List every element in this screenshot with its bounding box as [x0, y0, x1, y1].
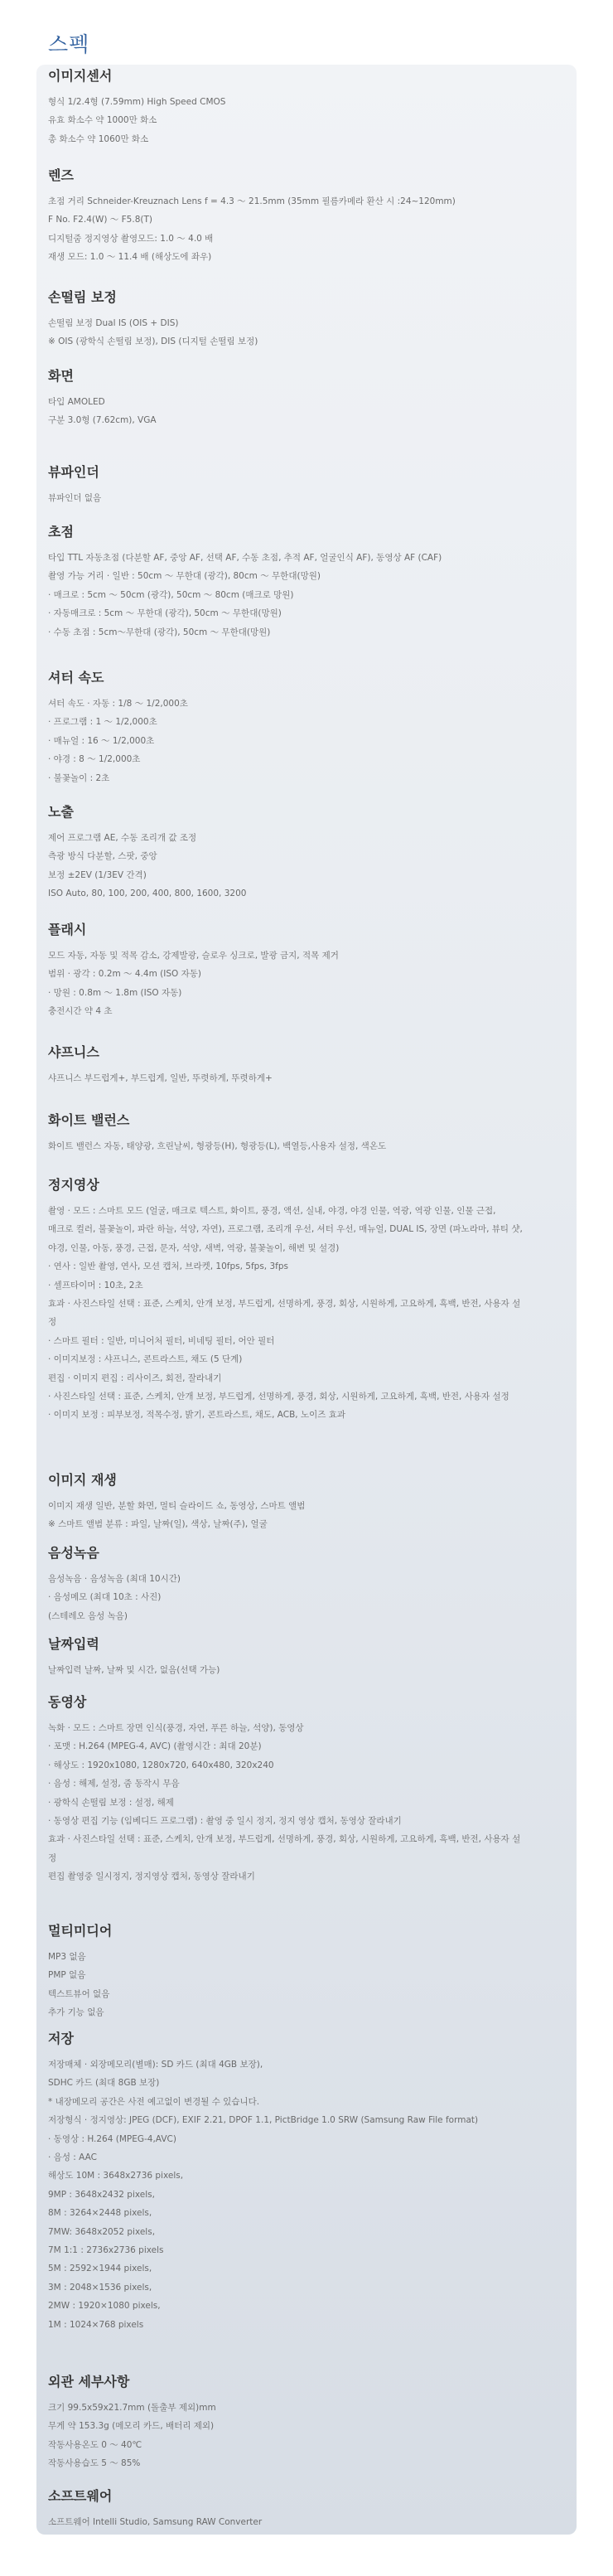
spec-line: 재생 모드: 1.0 ～ 11.4 배 (해상도에 좌우)	[48, 252, 212, 263]
spec-line: 형식 1/2.4형 (7.59mm) High Speed CMOS	[48, 97, 226, 107]
spec-line: · 음성 : AAC	[48, 2152, 97, 2163]
spec-line: 측광 방식 다분할, 스팟, 중앙	[48, 851, 157, 862]
spec-section	[48, 2031, 570, 2334]
spec-section	[48, 922, 570, 1021]
spec-line: 텍스트뷰어 없음	[48, 1988, 110, 1999]
spec-line: 크기 99.5x59x21.7mm (돌출부 제외)mm	[48, 2403, 216, 2413]
spec-line: 2MW : 1920×1080 pixels,	[48, 2301, 161, 2312]
spec-line: · 해상도 : 1920x1080, 1280x720, 640x480, 320x240	[48, 1760, 274, 1770]
section-title: 샤프니스	[48, 1044, 99, 1060]
spec-line: 무게 약 153.3g (메모리 카드, 배터리 제외)	[48, 2421, 215, 2432]
spec-line: 작동사용온도 0 ～ 40℃	[48, 2439, 142, 2450]
spec-line: 보정 ±2EV (1/3EV 간격)	[48, 869, 147, 880]
spec-line: 매크로 컬러, 불꽃놀이, 파란 하늘, 석양, 자연), 프로그램, 조리개 우선, 셔터 우선, 매뉴얼, DUAL IS, 장면 (파노라마, 뷰티 샷,	[48, 1224, 523, 1235]
spec-line: F No. F2.4(W) ～ F5.8(T)	[48, 215, 152, 225]
spec-line: 편집 촬영중 일시정지, 정지영상 캡처, 동영상 잘라내기	[48, 1871, 255, 1882]
spec-line: · 매뉴얼 : 16 ～ 1/2,000초	[48, 735, 155, 746]
spec-section	[48, 1044, 570, 1087]
section-title: 손떨림 보정	[48, 289, 117, 305]
spec-line: (스테레오 음성 녹음)	[48, 1610, 128, 1621]
spec-line: 정	[48, 1852, 57, 1863]
spec-line: 편집 · 이미지 편집 : 리사이즈, 회전, 잘라내기	[48, 1373, 222, 1383]
spec-line: 야경, 인물, 아동, 풍경, 근접, 문자, 석양, 새벽, 역광, 불꽃놀이, 해변 및 설경)	[48, 1242, 340, 1253]
spec-line: 9MP : 3648x2432 pixels,	[48, 2189, 155, 2200]
spec-line: · 사진스타일 선택 : 표준, 스케치, 안개 보정, 부드럽게, 선명하게, 풍경, 회상, 시원하게, 고요하게, 흑백, 반전, 사용자 설정	[48, 1392, 509, 1402]
spec-section	[48, 1112, 570, 1155]
spec-line: 범위 · 광각 : 0.2m ～ 4.4m (ISO 자동)	[48, 969, 202, 980]
spec-line: 저장형식 · 정지영상: JPEG (DCF), EXIF 2.21, DPOF 1.1, PictBridge 1.0 SRW (Samsung Raw File format)	[48, 2115, 479, 2126]
spec-section	[48, 368, 570, 430]
spec-section	[48, 1177, 570, 1425]
spec-line: 7MW: 3648x2052 pixels,	[48, 2226, 156, 2237]
section-title: 날짜입력	[48, 1636, 99, 1652]
section-title: 외관 세부사항	[48, 2374, 130, 2390]
spec-section	[48, 1545, 570, 1625]
spec-section	[48, 2488, 570, 2531]
spec-section	[48, 289, 570, 351]
spec-line: 타입 AMOLED	[48, 397, 105, 407]
section-title: 이미지 재생	[48, 1472, 117, 1488]
spec-line: 해상도 10M : 3648x2736 pixels,	[48, 2171, 184, 2181]
section-title: 소프트웨어	[48, 2488, 113, 2504]
spec-line: · 포맷 : H.264 (MPEG-4, AVC) (촬영시간 : 최대 20분)	[48, 1741, 262, 1752]
spec-line: 구분 3.0형 (7.62cm), VGA	[48, 415, 157, 426]
spec-line: · 자동매크로 : 5cm ～ 무한대 (광각), 50cm ～ 무한대(망원)	[48, 608, 282, 619]
spec-line: 화이트 밸런스 자동, 태양광, 흐린날씨, 형광등(H), 형광등(L), 백열등,사용자 설정, 색온도	[48, 1141, 387, 1151]
spec-section	[48, 68, 570, 148]
spec-line: 손떨림 보정 Dual IS (OIS + DIS)	[48, 318, 179, 328]
spec-line: 샤프니스 부드럽게+, 부드럽게, 일반, 뚜렷하게, 뚜렷하게+	[48, 1073, 273, 1083]
spec-line: ISO Auto, 80, 100, 200, 400, 800, 1600, 3200	[48, 889, 247, 899]
spec-line: · 이미지 보정 : 피부보정, 적목수정, 밝기, 콘트라스트, 채도, ACB, 노이즈 효과	[48, 1410, 346, 1421]
spec-line: 작동사용습도 5 ～ 85%	[48, 2458, 141, 2469]
spec-line: 유효 화소수 약 1000만 화소	[48, 115, 157, 126]
spec-line: 7M 1:1 : 2736x2736 pixels	[48, 2245, 164, 2256]
spec-line: 효과 · 사진스타일 선택 : 표준, 스케치, 안개 보정, 부드럽게, 선명하게, 풍경, 회상, 시원하게, 고요하게, 흑백, 반전, 사용자 설	[48, 1299, 521, 1310]
spec-line: · 프로그램 : 1 ～ 1/2,000초	[48, 717, 157, 728]
spec-line: ※ OIS (광학식 손떨림 보정), DIS (디지털 손떨림 보정)	[48, 337, 258, 347]
spec-section	[48, 1636, 570, 1679]
spec-line: 효과 · 사진스타일 선택 : 표준, 스케치, 안개 보정, 부드럽게, 선명하게, 풍경, 회상, 시원하게, 고요하게, 흑백, 반전, 사용자 설	[48, 1834, 521, 1845]
spec-line: 소프트웨어 Intelli Studio, Samsung RAW Converter	[48, 2517, 263, 2527]
spec-line: · 불꽃놀이 : 2초	[48, 772, 110, 783]
section-title: 음성녹음	[48, 1545, 99, 1561]
spec-line: 모드 자동, 자동 및 적목 감소, 강제발광, 슬로우 싱크로, 발광 금지, 적목 제거	[48, 951, 339, 961]
spec-line: 이미지 재생 일반, 분할 화면, 멀티 슬라이드 쇼, 동영상, 스마트 앨범	[48, 1501, 306, 1511]
section-title: 정지영상	[48, 1177, 99, 1193]
spec-section	[48, 1472, 570, 1534]
spec-line: · 연사 : 일반 촬영, 연사, 모션 캡처, 브라켓, 10fps, 5fps, 3fps	[48, 1261, 288, 1272]
spec-line: 5M : 2592×1944 pixels,	[48, 2264, 152, 2274]
spec-line: SDHC 카드 (최대 8GB 보장)	[48, 2078, 160, 2089]
spec-line: 날짜입력 날짜, 날짜 및 시간, 없음(선택 가능)	[48, 1665, 220, 1675]
spec-line: ※ 스마트 앨범 분류 : 파일, 날짜(일), 색상, 날짜(주), 얼굴	[48, 1519, 268, 1530]
spec-line: 제어 프로그램 AE, 수동 조리개 값 조정	[48, 833, 197, 843]
spec-line: 디지털줌 정지영상 촬영모드: 1.0 ～ 4.0 배	[48, 233, 214, 244]
section-title: 동영상	[48, 1694, 87, 1710]
spec-line: 저장매체 · 외장메모리(별매): SD 카드 (최대 4GB 보장),	[48, 2060, 263, 2070]
spec-panel	[36, 65, 577, 2535]
spec-line: · 동영상 편집 기능 (임베디드 프로그램) : 촬영 중 일시 정지, 정지 영상 캡처, 동영상 잘라내기	[48, 1816, 402, 1827]
spec-line: 셔터 속도 · 자동 : 1/8 ～ 1/2,000초	[48, 699, 188, 709]
spec-section	[48, 464, 570, 507]
section-title: 저장	[48, 2031, 74, 2046]
spec-line: MP3 없음	[48, 1952, 86, 1962]
spec-section	[48, 804, 570, 903]
section-title: 화면	[48, 368, 74, 384]
page-title: 스펙	[48, 32, 90, 56]
section-title: 플래시	[48, 922, 87, 937]
spec-line: 녹화 · 모드 : 스마트 장면 인식(풍경, 자연, 푸른 하늘, 석양), 동영상	[48, 1723, 304, 1733]
spec-line: · 매크로 : 5cm ～ 50cm (광각), 50cm ～ 80cm (매크로 망원)	[48, 589, 294, 600]
spec-line: · 야경 : 8 ～ 1/2,000초	[48, 754, 141, 765]
spec-line: 정	[48, 1317, 57, 1328]
section-title: 셔터 속도	[48, 670, 104, 685]
spec-line: 추가 기능 없음	[48, 2007, 104, 2018]
spec-section	[48, 2374, 570, 2473]
spec-section	[48, 670, 570, 787]
spec-section	[48, 1694, 570, 1886]
spec-line: · 광학식 손떨림 보정 : 설정, 해제	[48, 1797, 174, 1808]
spec-section	[48, 167, 570, 267]
spec-line: 8M : 3264×2448 pixels,	[48, 2208, 152, 2219]
section-title: 초점	[48, 524, 74, 540]
section-title: 이미지센서	[48, 68, 113, 84]
spec-line: 타입 TTL 자동초점 (다분할 AF, 중앙 AF, 선택 AF, 수동 초점, 추적 AF, 얼굴인식 AF), 동영상 AF (CAF)	[48, 553, 442, 563]
spec-line: · 셀프타이머 : 10초, 2초	[48, 1280, 143, 1290]
section-title: 화이트 밸런스	[48, 1112, 130, 1128]
section-title: 뷰파인더	[48, 464, 99, 480]
spec-section	[48, 524, 570, 642]
spec-section	[48, 1923, 570, 2022]
spec-line: · 음성메모 (최대 10초 : 사진)	[48, 1592, 162, 1603]
spec-line: 촬영 가능 거리 · 일반 : 50cm ～ 무한대 (광각), 80cm ～ 무한대(망원)	[48, 571, 321, 582]
section-title: 렌즈	[48, 167, 74, 183]
spec-line: 3M : 2048×1536 pixels,	[48, 2282, 152, 2293]
spec-line: 촬영 · 모드 : 스마트 모드 (얼굴, 매크로 텍스트, 화이트, 풍경, 액션, 실내, 야경, 야경 인물, 역광, 역광 인물, 인물 근접,	[48, 1206, 496, 1216]
spec-line: 1M : 1024×768 pixels	[48, 2319, 144, 2330]
spec-line: · 수동 초점 : 5cm～무한대 (광각), 50cm ～ 무한대(망원)	[48, 627, 271, 637]
spec-line: · 이미지보정 : 샤프니스, 콘트라스트, 채도 (5 단계)	[48, 1354, 243, 1365]
spec-line: · 음성 : 해제, 설정, 줌 동작시 무음	[48, 1779, 180, 1789]
section-title: 멀티미디어	[48, 1923, 113, 1939]
section-title: 노출	[48, 804, 74, 820]
spec-line: 초점 거리 Schneider-Kreuznach Lens f = 4.3 ～ 21.5mm (35mm 필름카메라 환산 시 :24~120mm)	[48, 196, 456, 206]
spec-line: · 망원 : 0.8m ～ 1.8m (ISO 자동)	[48, 987, 182, 998]
spec-line: * 내장메모리 공간은 사전 예고없이 변경될 수 있습니다.	[48, 2096, 260, 2107]
spec-line: 뷰파인더 없음	[48, 493, 102, 503]
spec-line: 충전시간 약 4 초	[48, 1006, 113, 1017]
spec-line: · 동영상 : H.264 (MPEG-4,AVC)	[48, 2133, 176, 2144]
spec-line: PMP 없음	[48, 1970, 86, 1981]
spec-line: · 스마트 필터 : 일반, 미니어처 필터, 비네팅 필터, 어안 필터	[48, 1335, 275, 1346]
spec-line: 총 화소수 약 1060만 화소	[48, 133, 149, 144]
spec-line: 음성녹음 · 음성녹음 (최대 10시간)	[48, 1574, 181, 1584]
